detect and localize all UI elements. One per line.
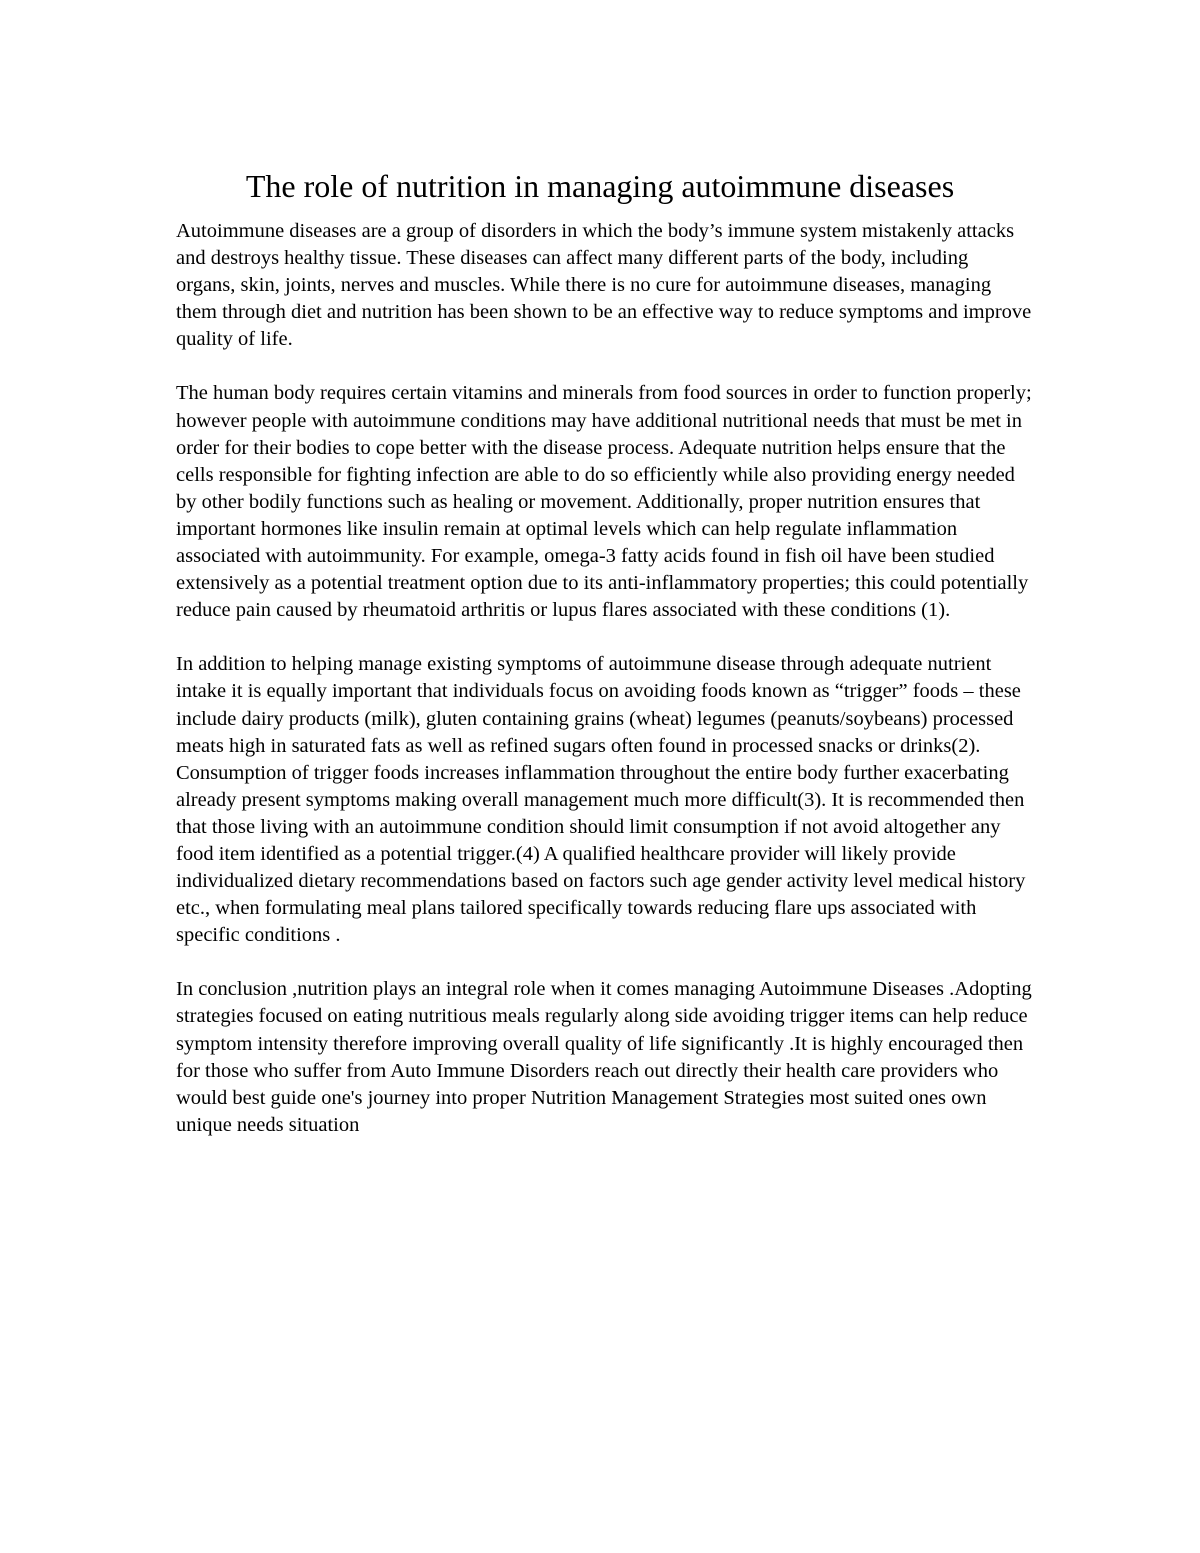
paragraph-intro: Autoimmune diseases are a group of disorders in which the body’s immune system mistakenly attacks and destroys healthy tissue. These diseases can affect many different parts of the body, including organs, skin, joints, nerves and muscles. While there is no cure for autoimmune diseases, managing them through diet and nutrition has been shown to be an effective way to reduce symptoms and improve quality of life. bbox=[176, 220, 1032, 351]
paragraph-trigger-foods: In addition to helping manage existing symptoms of autoimmune disease through adequate nutrient intake it is equally important that individuals focus on avoiding foods known as “trigger” foods – these include dairy products (milk), gluten containing grains (wheat) legumes (peanuts/soybeans) processed meats high in saturated fats as well as refined sugars often found in processed snacks or drinks(2). Consumption of trigger foods increases inflammation throughout the entire body further exacerbating already present symptoms making overall management much more difficult(3). It is recommended then that those living with an autoimmune condition should limit consumption if not avoid altogether any food item identified as a potential trigger.(4) A qualified healthcare provider will likely provide individualized dietary recommendations based on factors such age gender activity level medical history etc., when formulating meal plans tailored specifically towards reducing flare ups associated with specific conditions . bbox=[176, 653, 1026, 947]
document-body bbox=[176, 218, 1032, 1139]
paragraph-conclusion: In conclusion ,nutrition plays an integral role when it comes managing Autoimmune Diseases .Adopting strategies focused on eating nutritious meals regularly along side avoiding trigger items can help reduce symptom intensity therefore improving overall quality of life significantly .It is highly encouraged then for those who suffer from Auto Immune Disorders reach out directly their health care providers who would best guide one's journey into proper Nutrition Management Strategies most suited ones own unique needs situation bbox=[176, 978, 1032, 1136]
paragraph-nutritional-needs: The human body requires certain vitamins and minerals from food sources in order to function properly; however people with autoimmune conditions may have additional nutritional needs that must be met in order for their bodies to cope better with the disease process. Adequate nutrition helps ensure that the cells responsible for fighting infection are able to do so efficiently while also providing energy needed by other bodily functions such as healing or movement. Additionally, proper nutrition ensures that important hormones like insulin remain at optimal levels which can help regulate inflammation associated with autoimmunity. For example, omega-3 fatty acids found in fish oil have been studied extensively as a potential treatment option due to its anti-inflammatory properties; this could potentially reduce pain caused by rheumatoid arthritis or lupus flares associated with these conditions (1). bbox=[176, 382, 1032, 622]
document-title: The role of nutrition in managing autoimmune diseases bbox=[245, 168, 955, 204]
